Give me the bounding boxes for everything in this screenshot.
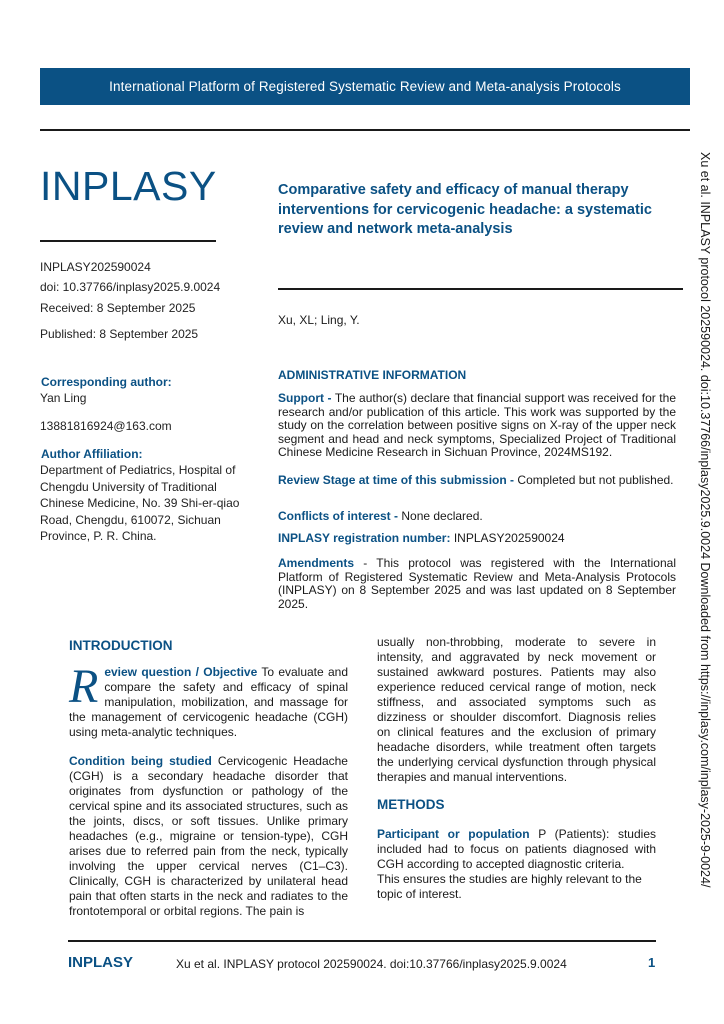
review-question-paragraph — [69, 660, 348, 740]
authors: Xu, XL; Ling, Y. — [278, 313, 360, 327]
affiliation-text: Department of Pediatrics, Hospital of Chengdu University of Traditional Chinese Medicine, No. 39 Shi-er-qiao Road, Chengdu, 610072, Sichuan Province, P. R. China. — [40, 463, 240, 543]
intro-right-column — [377, 635, 656, 785]
corresponding-name: Yan Ling — [40, 391, 87, 405]
population-text-2: This ensures the studies are highly relevant to the topic of interest. — [377, 872, 642, 901]
review-question-label: eview question / Objective — [104, 665, 258, 679]
sidebar-citation: Xu et al. INPLASY protocol 202590024. doi:10.37766/inplasy2025.9.0024 Downloaded from https://inplasy.com/inplasy-2025-9-0024/ — [698, 152, 712, 888]
amendments-text: - This protocol was registered with the International Platform of Registered Systematic Review and Meta-Analysis Protocols (INPLASY) on 8 September 2025 and was last updated on 8 September 2025. — [278, 556, 676, 611]
footer-logo: INPLASY — [68, 954, 134, 971]
registration-paragraph — [278, 532, 676, 546]
header-rule — [40, 129, 690, 131]
title-rule — [278, 288, 683, 290]
intro-left-column — [69, 660, 348, 919]
corresponding-email[interactable]: 13881816924@163.com — [40, 419, 172, 433]
amendments-paragraph — [278, 557, 676, 611]
admin-heading: ADMINISTRATIVE INFORMATION — [278, 368, 467, 382]
protocol-title: Comparative safety and efficacy of manual therapy interventions for cervicogenic headache: a systematic review and network meta-analysis — [278, 182, 652, 237]
support-label: Support - — [278, 391, 332, 405]
logo-rule — [40, 240, 216, 242]
affiliation-heading: Author Affiliation: — [41, 447, 143, 461]
population-text: P (Patients): studies included had to focus on patients diagnosed with CGH according to accepted diagnostic criteria. — [377, 827, 656, 871]
published-date: Published: 8 September 2025 — [40, 327, 199, 341]
page-number: 1 — [648, 955, 656, 970]
condition-paragraph — [69, 754, 348, 919]
dropcap-letter: R — [69, 660, 99, 713]
received-date: Received: 8 September 2025 — [40, 301, 196, 315]
methods-heading: METHODS — [377, 797, 445, 812]
review-stage-text: Completed but not published. — [514, 473, 674, 487]
doi[interactable]: doi: 10.37766/inplasy2025.9.0024 — [40, 280, 221, 294]
conflicts-label: Conflicts of interest - — [278, 509, 399, 523]
support-text: The author(s) declare that financial support was received for the research and/or publication of this article. This work was supported by the study on the correlation between positive signs on X-ray of the upper neck segment and head and neck symptoms, Specialized Project of Traditional Chinese Medicine Research in Sichuan Province, 2024MS192. — [278, 391, 676, 459]
condition-continuation: usually non-throbbing, moderate to severe in intensity, and aggravated by neck movement or sustained awkward postures. Patients may also experience reduced cervical range of motion, neck stiffness, and associated symptoms such as dizziness or shoulder discomfort. Diagnosis relies on clinical features and the exclusion of primary headache disorders, while treatment often targets the underlying cervical dysfunction through physical therapies and manual interventions. — [377, 635, 656, 784]
header-banner: International Platform of Registered Systematic Review and Meta-analysis Protocols — [40, 68, 690, 105]
registration-number: INPLASY202590024 — [450, 531, 565, 545]
registration-label: INPLASY registration number: — [278, 531, 451, 545]
condition-label: Condition being studied — [69, 754, 212, 768]
amendments-label: Amendments — [278, 556, 355, 570]
support-paragraph — [278, 392, 676, 460]
footer-rule — [68, 940, 656, 942]
condition-text: Cervicogenic Headache (CGH) is a secondary headache disorder that originates from dysfunction or pathology of the cervical spine and its associated structures, such as the joints, discs, or soft tissues. Unlike primary headaches (e.g., migraine or tension-type), CGH arises due to referred pain from the neck, typically involving the upper cervical nerves (C1–C3). Clinically, CGH is characterized by unilateral head pain that often starts in the neck and radiates to the frontotemporal or orbital regions. The pain is — [69, 754, 348, 918]
introduction-heading: INTRODUCTION — [69, 638, 173, 653]
conflicts-paragraph — [278, 510, 676, 524]
review-stage-label: Review Stage at time of this submission - — [278, 473, 515, 487]
population-label: Participant or population — [377, 827, 530, 841]
review-question-text: To evaluate and compare the safety and efficacy of spinal manipulation, mobilization, and massage for the management of cervicogenic headache (CGH) using meta-analytic techniques. — [69, 665, 348, 739]
protocol-id: INPLASY202590024 — [40, 260, 151, 274]
corresponding-heading: Corresponding author: — [41, 375, 172, 389]
population-paragraph — [377, 827, 656, 902]
conflicts-text: None declared. — [398, 509, 483, 523]
footer-citation: Xu et al. INPLASY protocol 202590024. doi:10.37766/inplasy2025.9.0024 — [176, 957, 567, 971]
review-stage-paragraph — [278, 474, 676, 488]
inplasy-logo: INPLASY — [40, 163, 217, 209]
